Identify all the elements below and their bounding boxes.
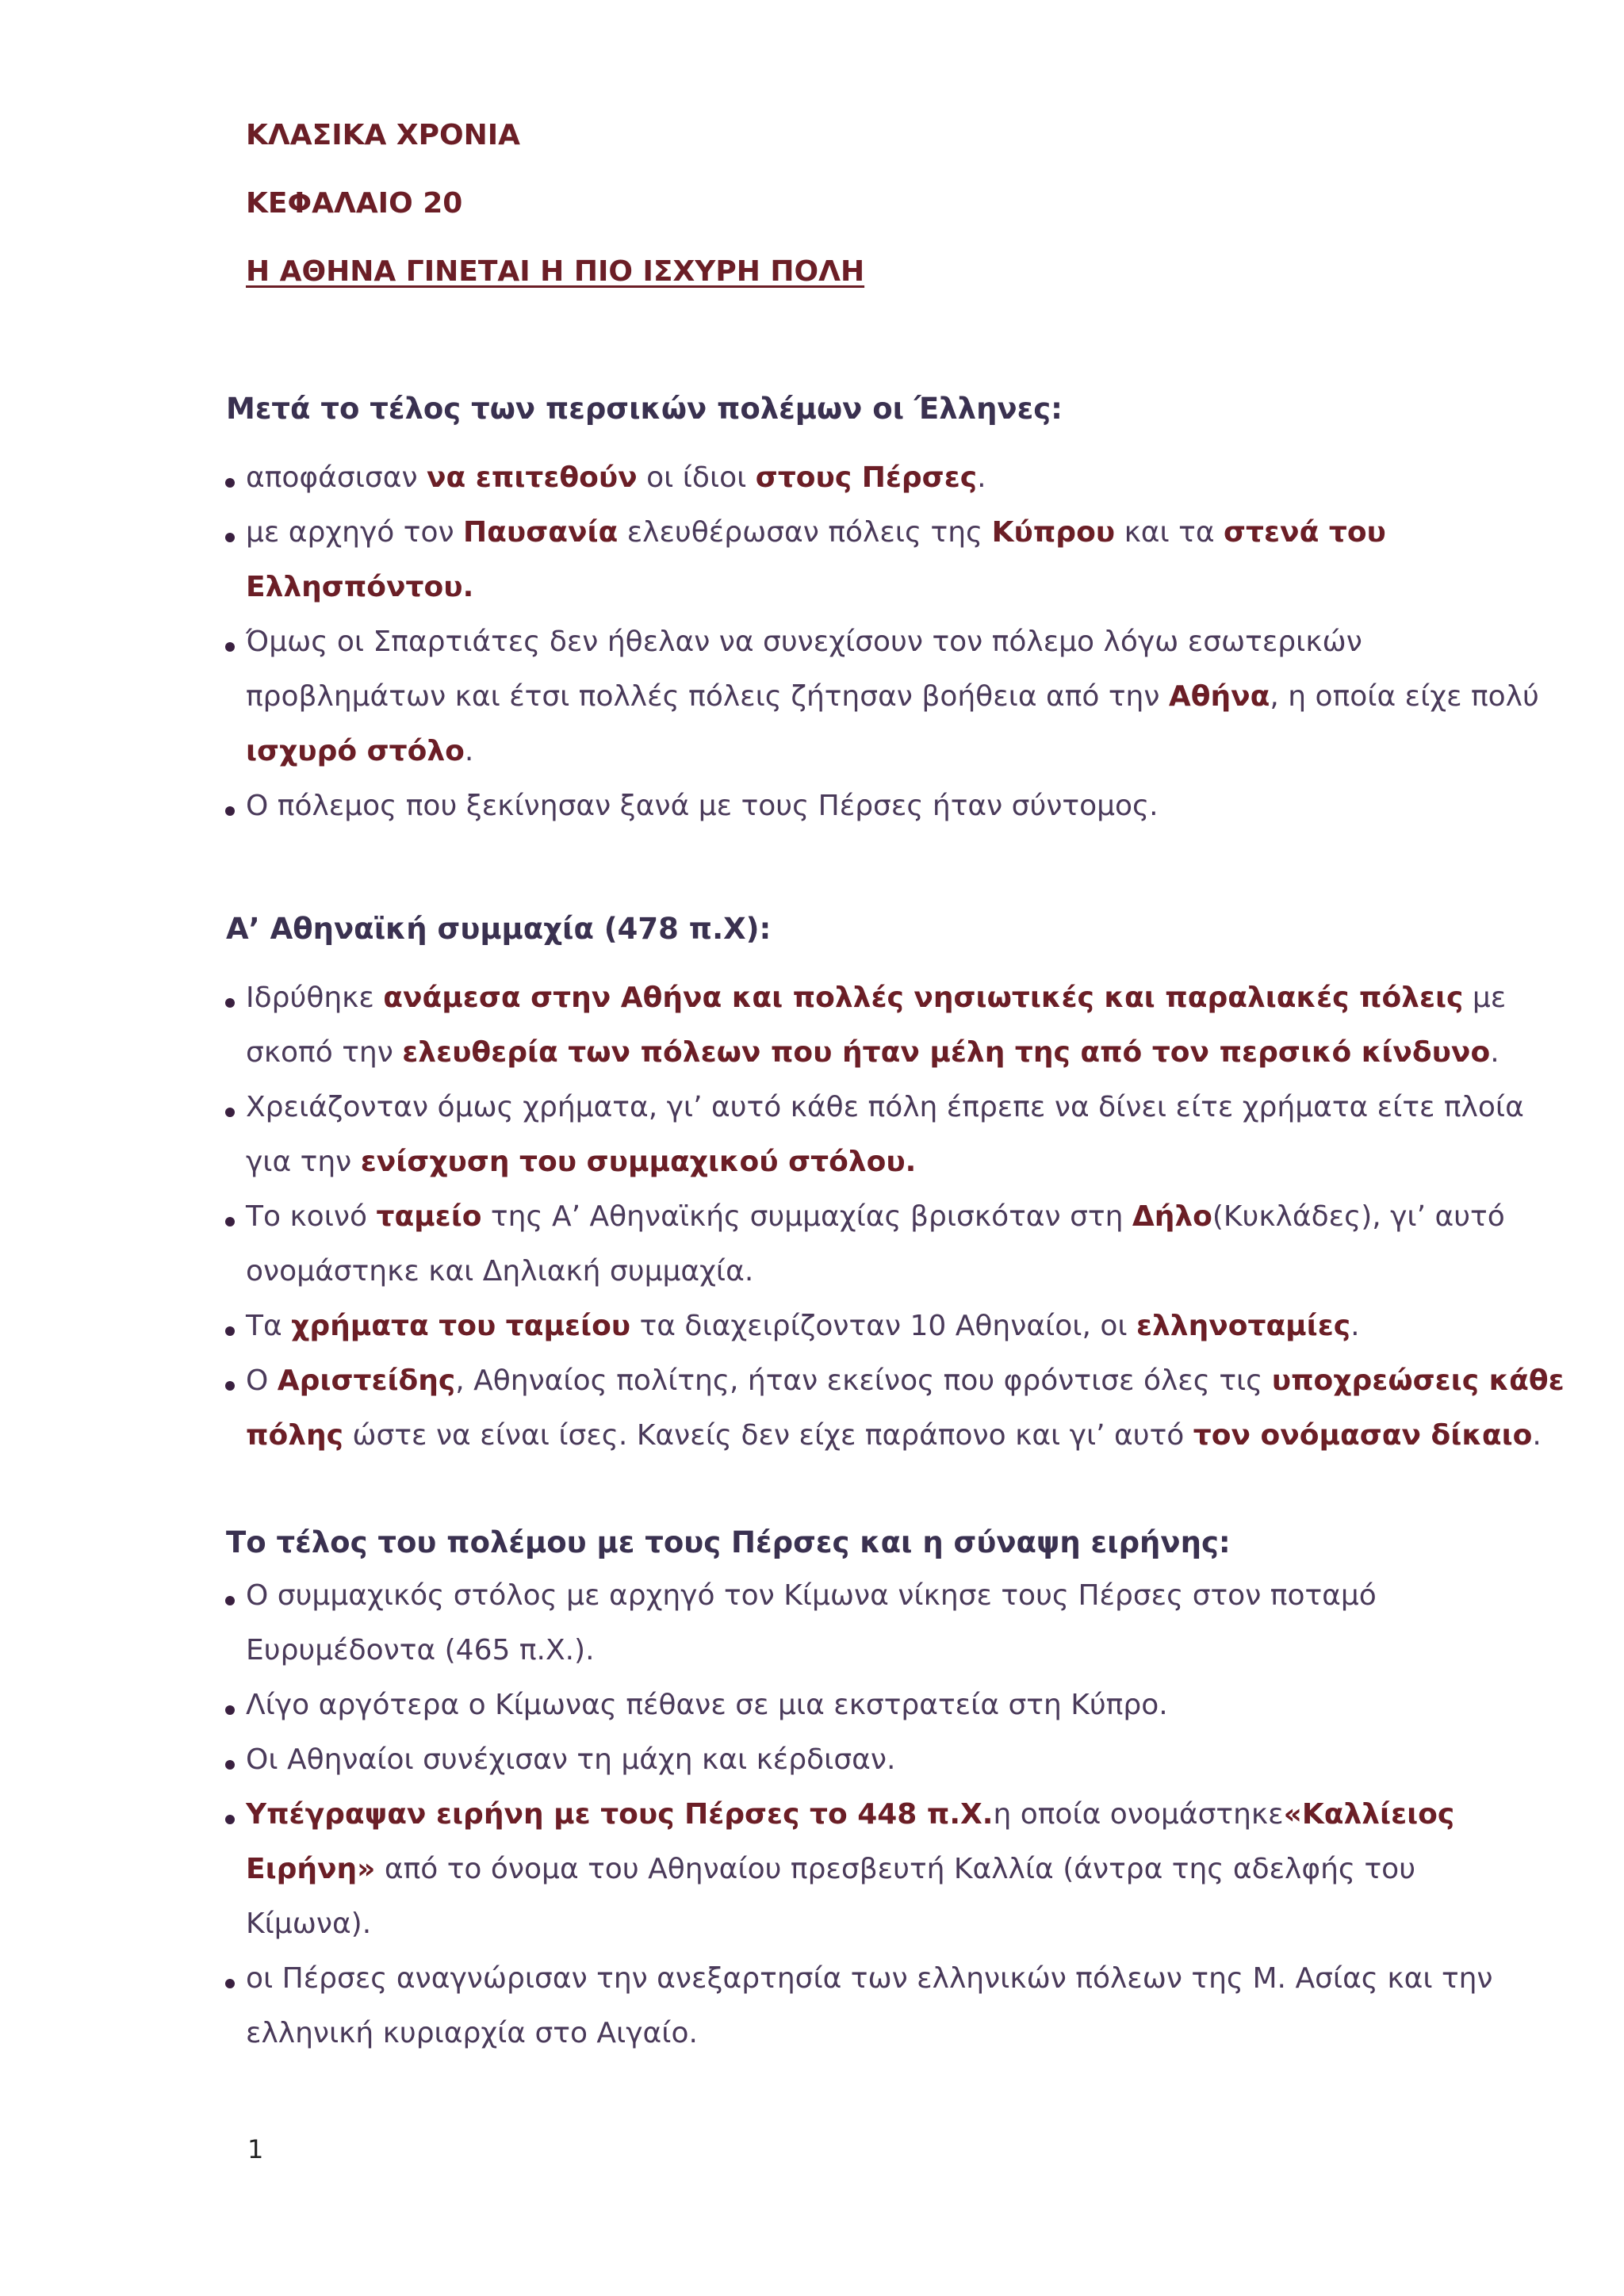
section-title-after-persian-wars: Μετά το τέλος των περσικών πολέμων οι Έλληνες:	[226, 392, 1063, 426]
era-heading: ΚΛΑΣΙΚΑ ΧΡΟΝΙΑ	[246, 119, 521, 151]
body-text: οι ίδιοι	[637, 461, 756, 494]
emphasis-text: Κύπρου	[991, 516, 1116, 549]
body-text: Οι Αθηναίοι συνέχισαν τη μάχη και κέρδισαν.	[246, 1743, 896, 1776]
body-line	[246, 626, 1362, 658]
body-line	[246, 1310, 1360, 1342]
section-title-end-of-war: Το τέλος του πολέμου με τους Πέρσες και η σύναψη ειρήνης:	[226, 1525, 1231, 1559]
body-text: ελληνική κυριαρχία στο Αιγαίο.	[246, 2017, 698, 2049]
emphasis-text: Ελλησπόντου.	[246, 571, 474, 603]
emphasis-text: ενίσχυση του συμμαχικού στόλου.	[360, 1146, 917, 1178]
body-line	[246, 1364, 1565, 1397]
bullet-icon	[225, 642, 235, 652]
bullet-icon	[225, 1705, 235, 1715]
emphasis-text: στενά του	[1224, 516, 1386, 549]
bullet-icon	[225, 478, 235, 488]
body-text: .	[1490, 1036, 1500, 1069]
body-text: με	[1463, 982, 1507, 1014]
page-number: 1	[247, 2134, 264, 2164]
emphasis-text: τον ονόμασαν δίκαιο	[1193, 1419, 1533, 1452]
body-line	[246, 982, 1506, 1014]
bullet-icon	[225, 1217, 235, 1226]
body-text: Χρειάζονταν όμως χρήματα, γι’ αυτό κάθε πόλη έπρεπε να δίνει είτε χρήματα είτε πλοία	[246, 1091, 1524, 1123]
body-text: .	[977, 461, 986, 494]
body-line	[246, 1255, 753, 1288]
body-text: Ο	[246, 1364, 278, 1397]
emphasis-text: Δήλο	[1132, 1200, 1212, 1233]
emphasis-text: Υπέγραψαν ειρήνη με τους Πέρσες το 448 π.Χ.	[246, 1798, 994, 1831]
body-text: για την	[246, 1146, 361, 1178]
body-text: Ευρυμέδοντα (465 π.Χ.).	[246, 1634, 595, 1667]
body-line	[246, 571, 473, 603]
body-line	[246, 680, 1539, 713]
body-text: ελευθέρωσαν πόλεις της	[618, 516, 992, 549]
emphasis-text: «Καλλίειος	[1283, 1798, 1455, 1831]
emphasis-text: Αριστείδης	[277, 1364, 456, 1397]
body-text: Κίμωνα).	[246, 1908, 372, 1940]
body-line	[246, 1579, 1377, 1612]
body-text: τα διαχειρίζονταν 10 Αθηναίοι, οι	[630, 1310, 1136, 1342]
body-line	[246, 2017, 698, 2049]
chapter-heading: ΚΕΦΑΛΑΙΟ 20	[246, 187, 463, 220]
bullet-icon	[225, 1108, 235, 1117]
body-text: με αρχηγό τον	[246, 516, 464, 549]
body-line	[246, 1634, 595, 1667]
body-line	[246, 735, 473, 767]
emphasis-text: χρήματα του ταμείου	[291, 1310, 631, 1342]
section-title-first-athenian-league: Α’ Αθηναϊκή συμμαχία (478 π.Χ):	[226, 912, 772, 946]
emphasis-text: να επιτεθούν	[427, 461, 638, 494]
body-line	[246, 1419, 1542, 1452]
bullet-icon	[225, 1815, 235, 1824]
body-text: Λίγο αργότερα ο Κίμωνας πέθανε σε μια εκστρατεία στη Κύπρο.	[246, 1689, 1168, 1721]
body-text: η οποία ονομάστηκε	[993, 1798, 1284, 1831]
body-text: οι Πέρσες αναγνώρισαν την ανεξαρτησία των ελληνικών πόλεων της Μ. Ασίας και την	[246, 1962, 1493, 1995]
bullet-icon	[225, 1381, 235, 1391]
body-line	[246, 1908, 371, 1940]
body-text: , η οποία είχε πολύ	[1270, 680, 1539, 713]
body-text: (Κυκλάδες), γι’ αυτό	[1212, 1200, 1505, 1233]
body-line	[246, 1798, 1454, 1831]
body-text: .	[1350, 1310, 1360, 1342]
body-text: από το όνομα του Αθηναίου πρεσβευτή Καλλία (άντρα της αδελφής του	[375, 1853, 1416, 1885]
body-text: Ο πόλεμος που ξεκίνησαν ξανά με τους Πέρσες ήταν σύντομος.	[246, 790, 1159, 822]
bullet-icon	[225, 806, 235, 816]
body-text: , Αθηναίος πολίτης, ήταν εκείνος που φρόντισε όλες τις	[455, 1364, 1272, 1397]
body-line	[246, 1853, 1415, 1885]
body-line	[246, 1036, 1500, 1069]
body-text: ονομάστηκε και Δηλιακή συμμαχία.	[246, 1255, 754, 1288]
body-line	[246, 1146, 916, 1178]
emphasis-text: ανάμεσα στην Αθήνα και πολλές νησιωτικές και παραλιακές πόλεις	[383, 982, 1464, 1014]
body-line	[246, 1743, 895, 1776]
bullet-icon	[225, 1326, 235, 1336]
emphasis-text: ελευθερία των πόλεων που ήταν μέλη της από τον περσικό κίνδυνο	[402, 1036, 1491, 1069]
bullet-icon	[225, 1760, 235, 1770]
body-line	[246, 1962, 1493, 1995]
body-text: Όμως οι Σπαρτιάτες δεν ήθελαν να συνεχίσουν τον πόλεμο λόγω εσωτερικών	[246, 626, 1362, 658]
body-text: .	[464, 735, 474, 767]
emphasis-text: Αθήνα	[1168, 680, 1270, 713]
body-text: Ιδρύθηκε	[246, 982, 384, 1014]
emphasis-text: πόλης	[246, 1419, 343, 1452]
emphasis-text: Ειρήνη»	[246, 1853, 376, 1885]
emphasis-text: ταμείο	[376, 1200, 482, 1233]
emphasis-text: Παυσανία	[463, 516, 619, 549]
body-text: σκοπό την	[246, 1036, 403, 1069]
body-text: και τα	[1115, 516, 1224, 549]
chapter-title: Η ΑΘΗΝΑ ΓΙΝΕΤΑΙ Η ΠΙΟ ΙΣΧΥΡΗ ΠΟΛΗ	[246, 255, 865, 288]
body-text: Το κοινό	[246, 1200, 377, 1233]
body-line	[246, 516, 1386, 549]
body-line	[246, 461, 986, 494]
body-text: της Α’ Αθηναϊκής συμμαχίας βρισκόταν στη	[481, 1200, 1132, 1233]
body-text: .	[1532, 1419, 1542, 1452]
bullet-icon	[225, 533, 235, 542]
emphasis-text: ισχυρό στόλο	[246, 735, 465, 767]
body-text: Ο συμμαχικός στόλος με αρχηγό τον Κίμωνα νίκησε τους Πέρσες στον ποταμό	[246, 1579, 1377, 1612]
bullet-icon	[225, 998, 235, 1008]
bullet-icon	[225, 1596, 235, 1605]
body-line	[246, 790, 1159, 822]
emphasis-text: ελληνοταμίες	[1136, 1310, 1351, 1342]
emphasis-text: στους Πέρσες	[755, 461, 978, 494]
body-text: προβλημάτων και έτσι πολλές πόλεις ζήτησαν βοήθεια από την	[246, 680, 1169, 713]
body-line	[246, 1091, 1524, 1123]
emphasis-text: υποχρεώσεις κάθε	[1271, 1364, 1565, 1397]
body-line	[246, 1689, 1168, 1721]
body-line	[246, 1200, 1505, 1233]
body-text: αποφάσισαν	[246, 461, 427, 494]
body-text: Τα	[246, 1310, 292, 1342]
bullet-icon	[225, 1979, 235, 1988]
body-text: ώστε να είναι ίσες. Κανείς δεν είχε παράπονο και γι’ αυτό	[343, 1419, 1193, 1452]
